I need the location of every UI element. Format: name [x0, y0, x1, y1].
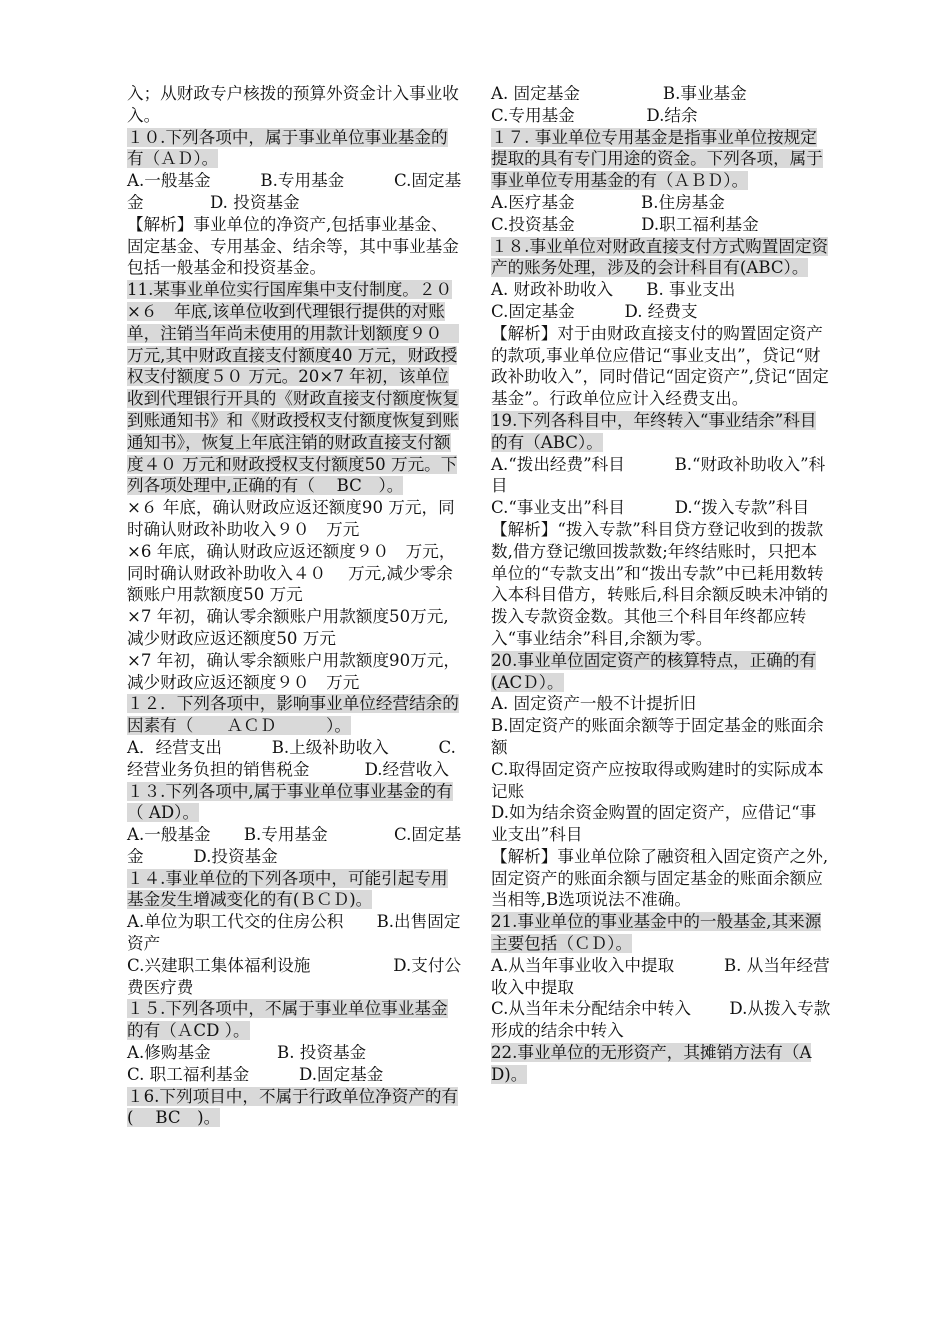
text-paragraph [491, 497, 831, 519]
paragraph-text: C.专用基金 D.结余 [491, 105, 698, 125]
paragraph-text: １４.事业单位的下列各项中，可能引起专用基金发生增减变化的有(ＢＣＤ)。 [127, 868, 448, 910]
text-paragraph [491, 454, 831, 498]
text-paragraph [127, 497, 462, 541]
paragraph-text: C.取得固定资产应按取得或购建时的实际成本记账 [491, 759, 824, 801]
text-paragraph [491, 715, 831, 759]
text-paragraph [491, 83, 831, 105]
question-paragraph [491, 127, 831, 192]
text-paragraph [491, 214, 831, 236]
paragraph-text: ×7 年初，确认零余额账户用款额度50万元,减少财政应返还额度50 万元 [127, 607, 449, 648]
paragraph-text: C.投资基金 D.职工福利基金 [491, 214, 759, 234]
question-paragraph [127, 127, 462, 171]
paragraph-text: １８.事业单位对财政直接支付方式购置固定资产的账务处理，涉及的会计科目有(ABC）。 [491, 236, 829, 278]
paragraph-text: C.“事业支出”科目 D.“拨入专款”科目 [491, 498, 810, 518]
question-paragraph [491, 236, 831, 280]
text-paragraph [491, 759, 831, 803]
question-paragraph [491, 911, 831, 955]
right-column [491, 83, 831, 1086]
text-paragraph [491, 519, 831, 650]
paragraph-text: 21.事业单位的事业基金中的一般基金,其来源主要包括（ＣＤ）。 [491, 912, 822, 954]
paragraph-text: １３.下列各项中,属于事业单位事业基金的有（ AD）。 [127, 781, 453, 823]
text-paragraph [491, 105, 831, 127]
text-paragraph [127, 737, 462, 781]
paragraph-text: A.从当年事业收入中提取 B. 从当年经营收入中提取 [491, 955, 830, 997]
paragraph-text: 22.事业单位的无形资产，其摊销方法有（AD)。 [491, 1043, 812, 1084]
text-paragraph [127, 214, 462, 279]
text-paragraph [127, 955, 462, 999]
text-paragraph [127, 824, 462, 868]
paragraph-text: A.一般基金 B.专用基金 C.固定基金 D. 投资基金 [127, 171, 462, 212]
paragraph-text: A.一般基金 B.专用基金 C.固定基金 D.投资基金 [127, 825, 462, 866]
paragraph-text: C. 职工福利基金 D.固定基金 [127, 1064, 384, 1084]
paragraph-text: A.“拨出经费”科目 B.“财政补助收入”科目 [491, 454, 826, 496]
paragraph-text: 【解析】事业单位的净资产,包括事业基金、固定基金、专用基金、结余等，其中事业基金包括一般基金和投资基金。 [127, 214, 459, 278]
text-paragraph [127, 1042, 462, 1064]
paragraph-text: ×7 年初，确认零余额账户用款额度90万元，减少财政应返还额度９０ 万元 [127, 650, 460, 692]
text-paragraph [491, 323, 831, 410]
paragraph-text: B.固定资产的账面余额等于固定基金的账面余额 [491, 716, 824, 757]
text-paragraph [127, 911, 462, 955]
paragraph-text: 【解析】“拨入专款”科目贷方登记收到的拨款数,借方登记缴回拨款数;年终结账时，只把本单位的“专款支出”和“拨出专款”中已耗用数转入本科目借方，转账后,科目余额反映未冲销的拨入专款资金数。其他三个科目年终都应转入“事业结余”科目,余额为零。 [491, 519, 829, 648]
paragraph-text: C.兴建职工集体福利设施 D.支付公费医疗费 [127, 955, 462, 997]
text-paragraph [127, 650, 462, 694]
text-paragraph [127, 606, 462, 650]
paragraph-text: ×６ 年底，确认财政应返还额度90 万元，同时确认财政补助收入９０ 万元 [127, 498, 455, 539]
paragraph-text: １０.下列各项中，属于事业单位事业基金的有（ＡＤ）。 [127, 127, 448, 169]
text-paragraph [491, 955, 831, 999]
paragraph-text: A.单位为职工代交的住房公积 B.出售固定资产 [127, 912, 461, 954]
paragraph-text: C.固定基金 D. 经费支 [491, 301, 698, 321]
paragraph-text: ×6 年底，确认财政应返还额度９０ 万元，同时确认财政补助收入４０ 万元,减少零余额账户用款额度50 万元 [127, 541, 456, 605]
left-column [127, 83, 462, 1129]
paragraph-text: １７. 事业单位专用基金是指事业单位按规定提取的具有专门用途的资金。下列各项，属于事业单位专用基金的有（ＡＢＤ）。 [491, 127, 823, 191]
paragraph-text: １２．下列各项中，影响事业单位经营结余的因素有（ ＡＣＤ ）。 [127, 694, 459, 736]
text-paragraph [127, 541, 462, 606]
question-paragraph [127, 693, 462, 737]
paragraph-text: A.修购基金 B. 投资基金 [127, 1043, 367, 1063]
text-paragraph [127, 1064, 462, 1086]
question-paragraph [127, 998, 462, 1042]
paragraph-text: A. 财政补助收入 B. 事业支出 [491, 280, 736, 300]
question-paragraph [127, 279, 462, 497]
text-paragraph [491, 693, 831, 715]
text-paragraph [491, 998, 831, 1042]
paragraph-text: １５.下列各项中，不属于事业单位事业基金的有（ＡCD ）。 [127, 999, 448, 1041]
paragraph-text: A.医疗基金 B.住房基金 [491, 192, 725, 212]
paragraph-text: 11.某事业单位实行国库集中支付制度。２０×６ 年底,该单位收到代理银行提供的对账单，注销当年尚未使用的用款计划额度９０ 万元,其中财政直接支付额度40 万元，财政授权支付额度５０ 万元。20×7 年初，该单位收到代理银行开具的《财政直接支付额度恢复到账通知书》和《财政授权支付额度恢复到账通知书》，恢复上年底注销的财政直接支付额度４０ 万元和财政授权支付额度50 万元。下列各项处理中,正确的有（ BC ）。 [127, 280, 459, 496]
text-paragraph [491, 192, 831, 214]
paragraph-text: A．经营支出 B.上级补助收入 C.经营业务负担的销售税金 D.经营收入 [127, 737, 456, 779]
paragraph-text: A. 固定基金 B.事业基金 [491, 84, 747, 103]
text-paragraph [491, 802, 831, 846]
paragraph-text: １6.下列项目中，不属于行政单位净资产的有( BC )。 [127, 1086, 459, 1128]
paragraph-text: A. 固定资产一般不计提折旧 [491, 694, 697, 714]
question-paragraph [127, 868, 462, 912]
paragraph-text: 20.事业单位固定资产的核算特点，正确的有(ACＤ）。 [491, 650, 817, 692]
paragraph-text: 入；从财政专户核拨的预算外资金计入事业收入。 [127, 84, 459, 125]
question-paragraph [491, 410, 831, 454]
text-paragraph [127, 170, 462, 214]
question-paragraph [127, 1086, 462, 1130]
question-paragraph [491, 1042, 831, 1086]
question-paragraph [127, 781, 462, 825]
text-paragraph [491, 846, 831, 911]
paragraph-text: 【解析】事业单位除了融资租入固定资产之外,固定资产的账面余额与固定基金的账面余额应当相等,B选项说法不准确。 [491, 846, 829, 910]
paragraph-text: C.从当年未分配结余中转入 D.从拨入专款形成的结余中转入 [491, 999, 831, 1041]
question-paragraph [491, 650, 831, 694]
text-paragraph [491, 301, 831, 323]
text-paragraph [491, 279, 831, 301]
paragraph-text: 19.下列各科目中，年终转入“事业结余”科目的有（ABC）。 [491, 410, 817, 452]
paragraph-text: 【解析】对于由财政直接支付的购置固定资产的款项,事业单位应借记“事业支出”，贷记“财政补助收入”，同时借记“固定资产”,贷记“固定基金”。行政单位应计入经费支出。 [491, 323, 829, 409]
paragraph-text: D.如为结余资金购置的固定资产，应借记“事业支出”科目 [491, 803, 817, 845]
text-paragraph [127, 83, 462, 127]
